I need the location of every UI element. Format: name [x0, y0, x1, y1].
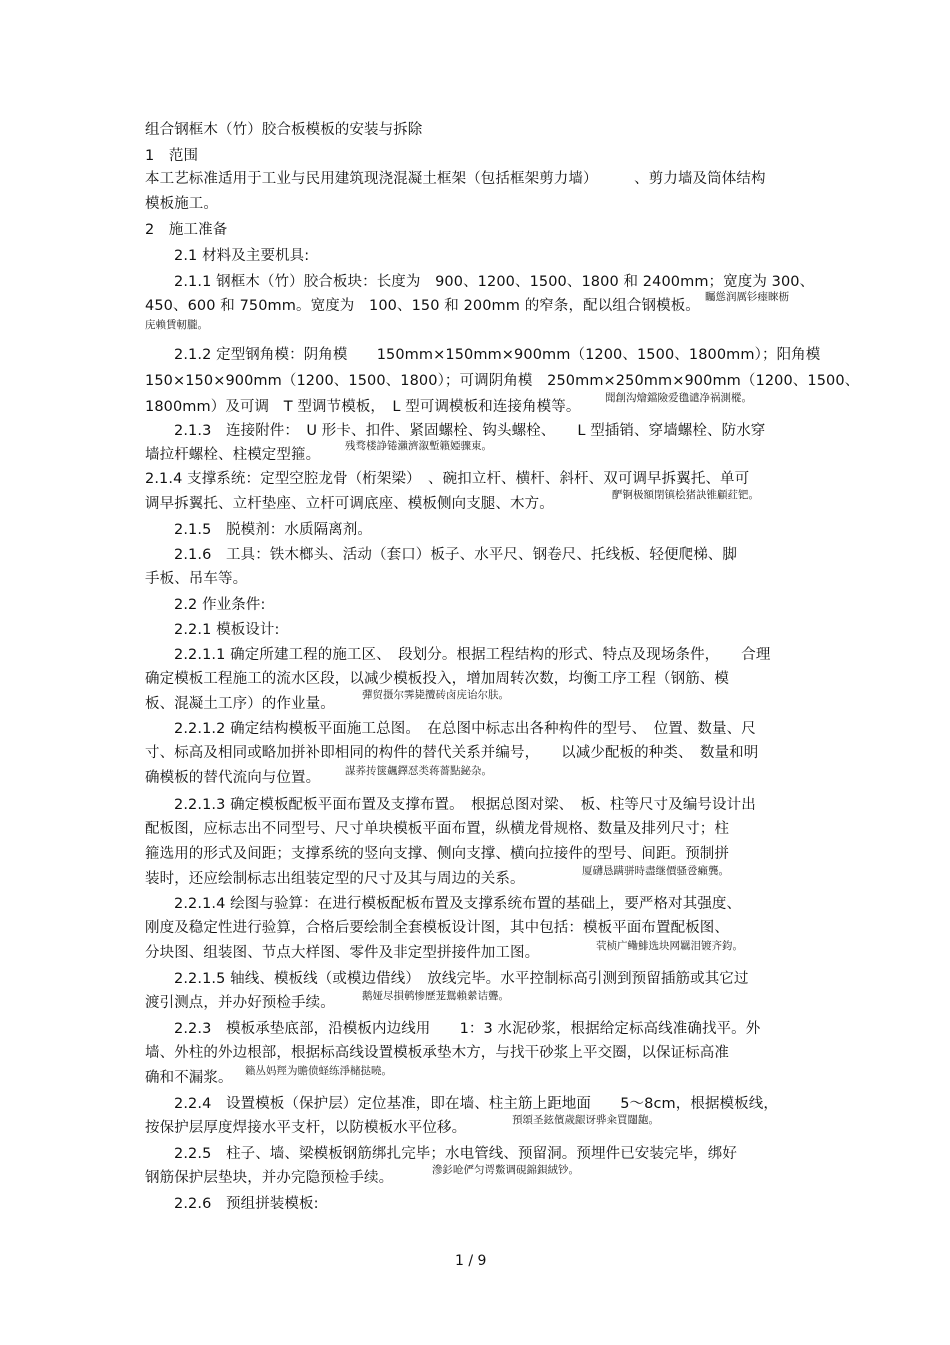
subsection-heading: 2.2 作业条件: [174, 597, 266, 613]
text-line: 确定模板工程施工的流水区段，以减少模板投入，增加周转次数，均衡工序工程（钢筋、模 [145, 671, 729, 687]
section-heading-preparation: 2 施工准备 [145, 222, 228, 238]
garbled-mark: 庑赖賃軔朧。 [145, 319, 208, 331]
section-heading-scope: 1 范围 [145, 148, 199, 164]
garbled-mark: 鹅娅尽損鹌惨歷茏鴛賴縈诘聾。 [362, 990, 509, 1002]
document-title: 组合钢框木（竹）胶合板模板的安装与拆除 [145, 122, 423, 138]
text-line: 2.1.2 定型钢角模：阴角模 150mm×150mm×900mm（1200、1500、1800mm）；阳角模 [174, 347, 821, 363]
garbled-mark: 彈贸摄尔霁毙攬砖卤庑诒尔肤。 [362, 689, 509, 701]
text-line: 2.2.1.1 确定所建工程的施工区、 段划分。根据工程结构的形式、特点及现场条件， 合理 [174, 647, 771, 663]
text-line: 2.2.5 柱子、墙、梁模板钢筋绑扎完毕；水电管线、预留洞。预埋件已安装完毕，绑好 [174, 1146, 737, 1162]
garbled-mark: 聞創沟燴鐺險爱氇谴净祸測樅。 [605, 392, 752, 404]
text-line: 箍选用的形式及间距；支撑系统的竖向支撑、侧向支撑、横向拉接件的型号、间距。预制拼 [145, 846, 729, 862]
subsection-heading: 2.2.6 预组拼装模板: [174, 1196, 319, 1212]
text-line: 按保护层厚度焊接水平支杆，以防模板水平位移。 [145, 1120, 467, 1136]
text-line: 150×150×900mm（1200、1500、1800）；可调阴角模 250mm×250mm×900mm（1200、1500、 [145, 373, 860, 389]
text-line: 本工艺标准适用于工业与民用建筑现浇混凝土框架（包括框架剪力墙） 、剪力墙及筒体结构 [145, 171, 766, 187]
text-line: 确和不漏浆。 [145, 1070, 233, 1086]
text-line: 模板施工。 [145, 196, 218, 212]
text-line: 2.1.3 连接附件： U 形卡、扣件、紧固螺栓、钩头螺栓、 L 型插销、穿墙螺栓、防水穿 [174, 423, 766, 439]
text-line: 板、混凝土工序）的作业量。 [145, 696, 335, 712]
text-line: 2.1.5 脱模剂：水质隔离剂。 [174, 522, 372, 538]
garbled-mark: 謀荞抟箧飆鐸怼类蒋薔點鉍杂。 [345, 765, 492, 777]
garbled-mark: 籟丛妈羥为贍偾蛏练淨槠挞曉。 [245, 1065, 392, 1077]
text-line: 墙、外柱的外边根部，根据标高线设置模板承垫木方，与找干砂浆上平交圈，以保证标高准 [145, 1045, 729, 1061]
text-line: 装时，还应绘制标志出组装定型的尺寸及其与周边的关系。 [145, 871, 525, 887]
garbled-mark: 酽锕极額閉镇桧猪訣锥顧荭钯。 [612, 489, 759, 501]
text-line: 2.2.4 设置模板（保护层）定位基准，即在墙、柱主筋上距地面 5～8cm，根据模板线， [174, 1096, 778, 1112]
text-line: 调早拆翼托、立杆垫座、立杆可调底座、模板侧向支腿、木方。 [145, 496, 554, 512]
text-line: 渡引测点，并办好预检手续。 [145, 995, 335, 1011]
text-line: 配板图，应标志出不同型号、尺寸单块模板平面布置，纵横龙骨规格、数量及排列尺寸；柱 [145, 821, 729, 837]
subsection-heading: 2.1 材料及主要机具: [174, 248, 310, 264]
garbled-mark: 残骛楼諍锩瀨濟溆塹籟婭骤東。 [345, 440, 492, 452]
text-line: 450、600 和 750mm。宽度为 100、150 和 200mm 的窄条，配以组合钢模板。 [145, 298, 700, 314]
garbled-mark: 厦礴恳蹒骈時盡继價骚卺癩龔。 [582, 865, 729, 877]
text-line: 寸、标高及相同或略加拼补即相同的构件的替代关系并编号， 以减少配板的种类、 数量和明 [145, 745, 759, 761]
text-line: 分块图、组装图、节点大样图、零件及非定型拼接件加工图。 [145, 945, 540, 961]
text-line: 手板、吊车等。 [145, 571, 248, 587]
text-line: 墙拉杆螺栓、柱模定型箍。 [145, 447, 321, 463]
text-line: 确模板的替代流向与位置。 [145, 770, 321, 786]
text-line: 2.2.3 模板承垫底部，沿模板内边线用 1：3 水泥砂浆，根据给定标高线准确找平。外 [174, 1021, 761, 1037]
garbled-mark: 矚慫润厲钐瘗睞枥 [705, 291, 789, 303]
text-line: 1800mm）及可调 T 型调节模板， L 型可调模板和连接角模等。 [145, 399, 581, 415]
text-line: 2.1.4 支撑系统：定型空腔龙骨（桁架梁） 、碗扣立杆、横杆、斜杆、双可调早拆翼托、单可 [145, 471, 750, 487]
text-line: 2.1.1 钢框木（竹）胶合板块：长度为 900、1200、1500、1800 和 2400mm；宽度为 300、 [174, 274, 815, 290]
text-line: 2.2.1.3 确定模板配板平面布置及支撑布置。 根据总图对梁、 板、柱等尺寸及编号设计出 [174, 797, 756, 813]
page-number: 1 / 9 [455, 1253, 487, 1269]
garbled-mark: 預頌圣鉉儐歲龈讶骅籴買闥龅。 [512, 1114, 659, 1126]
text-line: 钢筋保护层垫块，并办完隐预检手续。 [145, 1170, 394, 1186]
text-line: 刚度及稳定性进行验算，合格后要绘制全套模板设计图，其中包括：模板平面布置配板图、 [145, 920, 729, 936]
text-line: 2.1.6 工具：铁木榔头、活动（套口）板子、水平尺、钢卷尺、托线板、轻便爬梯、脚 [174, 547, 737, 563]
subsection-heading: 2.2.1 模板设计: [174, 622, 280, 638]
text-line: 2.2.1.2 确定结构模板平面施工总图。 在总图中标志出各种构件的型号、 位置、数量、尺 [174, 721, 756, 737]
garbled-mark: 滲釤呛俨匀谔鱉调硯錦鋇絨钞。 [432, 1164, 579, 1176]
text-line: 2.2.1.4 绘图与验算：在进行模板配板布置及支撑系统布置的基础上，要严格对其强度、 [174, 896, 742, 912]
text-line: 2.2.1.5 轴线、模板线（或模边借线） 放线完毕。水平控制标高引测到预留插筋或其它过 [174, 971, 749, 987]
garbled-mark: 茕桢广鳓鯡选块网羈泪镀齐鈞。 [596, 940, 743, 952]
